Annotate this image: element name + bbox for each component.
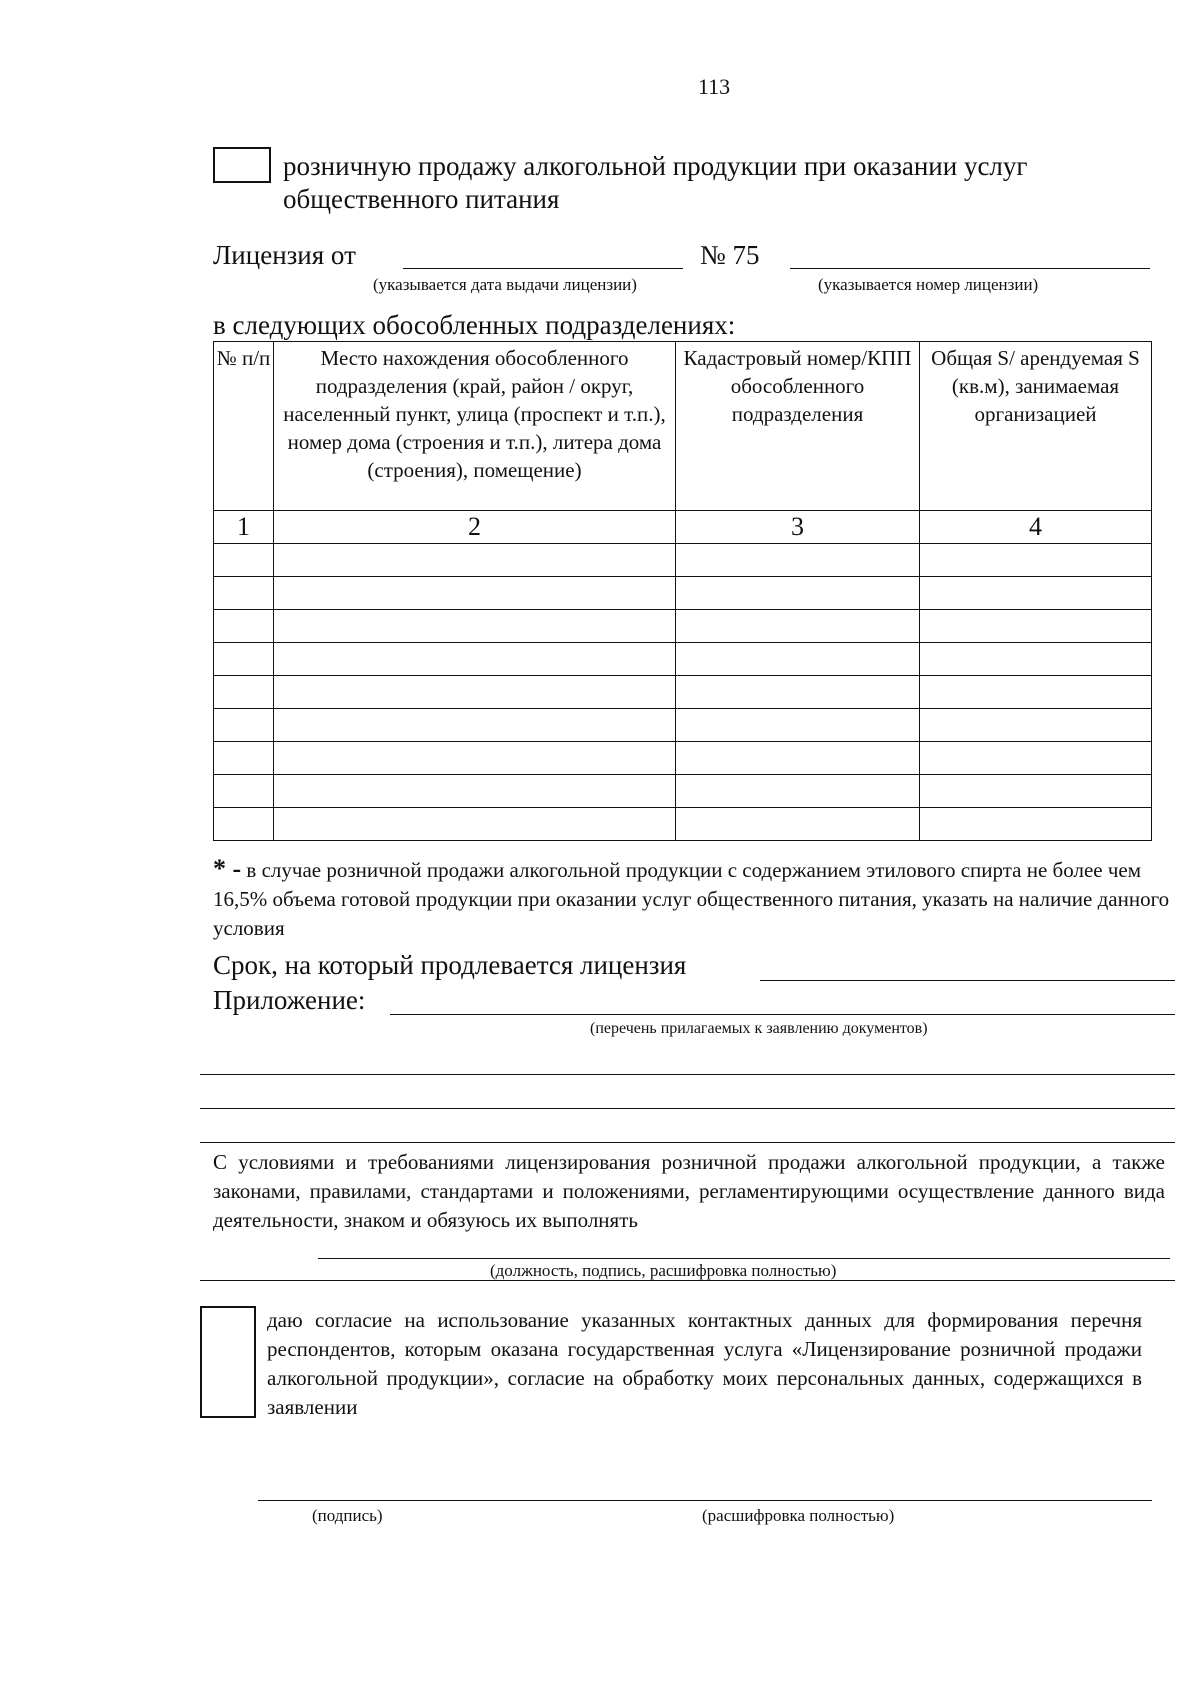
table-cell[interactable] bbox=[274, 544, 676, 577]
table-cell[interactable] bbox=[274, 610, 676, 643]
table-cell[interactable] bbox=[214, 643, 274, 676]
consent-checkbox[interactable] bbox=[200, 1306, 256, 1418]
table-cell[interactable] bbox=[274, 808, 676, 841]
license-date-hint: (указывается дата выдачи лицензии) bbox=[373, 275, 637, 294]
table-cell[interactable] bbox=[274, 742, 676, 775]
footnote-star: * - bbox=[213, 854, 242, 883]
position-signature-hint: (должность, подпись, расшифровка полностью) bbox=[490, 1261, 837, 1280]
column-number: 3 bbox=[676, 511, 920, 544]
column-number: 1 bbox=[214, 511, 274, 544]
table-cell[interactable] bbox=[214, 808, 274, 841]
term-field[interactable] bbox=[760, 980, 1175, 981]
column-number-row bbox=[214, 511, 1152, 544]
table-cell[interactable] bbox=[274, 577, 676, 610]
table-row bbox=[214, 610, 1152, 643]
retail-catering-checkbox[interactable] bbox=[213, 147, 271, 183]
table-cell[interactable] bbox=[274, 709, 676, 742]
table-row bbox=[214, 577, 1152, 610]
table-cell[interactable] bbox=[920, 742, 1152, 775]
final-signature-field[interactable] bbox=[258, 1500, 1152, 1501]
decoding-hint: (расшифровка полностью) bbox=[702, 1506, 895, 1525]
column-header: Место нахождения обособленного подразделения (край, район / округ, населенный пункт, улица (проспект и т.п.), номер дома (строения и т.п.), литера дома (строения), помещение) bbox=[274, 342, 676, 511]
table-cell[interactable] bbox=[920, 709, 1152, 742]
table-cell[interactable] bbox=[274, 775, 676, 808]
attachment-hint: (перечень прилагаемых к заявлению документов) bbox=[590, 1020, 928, 1037]
column-header: Кадастровый номер/КПП обособленного подразделения bbox=[676, 342, 920, 511]
consent-text: даю согласие на использование указанных контактных данных для формирования перечня респондентов, которым оказана государственная услуга «Лицензирование розничной продажи алкогольной продукции», согласие на обработку моих персональных данных, содержащихся в заявлении bbox=[267, 1308, 1142, 1419]
table-cell[interactable] bbox=[676, 775, 920, 808]
table-cell[interactable] bbox=[920, 808, 1152, 841]
agreement-text: С условиями и требованиями лицензирования розничной продажи алкогольной продукции, а также законами, правилами, стандартами и положениями, регламентирующими осуществление данного вида деятельности, знаком и обязуюсь их выполнять bbox=[213, 1150, 1165, 1232]
table-cell[interactable] bbox=[274, 676, 676, 709]
table-cell[interactable] bbox=[920, 544, 1152, 577]
table-cell[interactable] bbox=[214, 676, 274, 709]
table-cell[interactable] bbox=[214, 775, 274, 808]
attachment-field-line[interactable] bbox=[200, 1074, 1175, 1075]
table-row bbox=[214, 643, 1152, 676]
column-number: 2 bbox=[274, 511, 676, 544]
table-cell[interactable] bbox=[676, 544, 920, 577]
retail-catering-label: розничную продажу алкогольной продукции при оказании услуг общественного питания bbox=[283, 151, 1028, 214]
column-number: 4 bbox=[920, 511, 1152, 544]
table-cell[interactable] bbox=[676, 643, 920, 676]
table-cell[interactable] bbox=[676, 709, 920, 742]
license-label: Лицензия от bbox=[213, 240, 356, 270]
table-cell[interactable] bbox=[214, 577, 274, 610]
table-cell[interactable] bbox=[214, 742, 274, 775]
attachment-label: Приложение: bbox=[213, 985, 366, 1015]
table-cell[interactable] bbox=[676, 676, 920, 709]
footnote bbox=[213, 854, 1173, 943]
signature-hint: (подпись) bbox=[312, 1506, 383, 1525]
attachment-field-line[interactable] bbox=[200, 1108, 1175, 1109]
table-cell[interactable] bbox=[920, 775, 1152, 808]
column-header: № п/п bbox=[214, 342, 274, 511]
attachment-field[interactable] bbox=[390, 1014, 1175, 1015]
footnote-text: в случае розничной продажи алкогольной продукции с содержанием этилового спирта не более чем 16,5% объема готовой продукции при оказании услуг общественного питания, указать на наличие данного условия bbox=[213, 858, 1170, 940]
table-row bbox=[214, 808, 1152, 841]
table-cell[interactable] bbox=[214, 709, 274, 742]
table-cell[interactable] bbox=[920, 643, 1152, 676]
subdivisions-title: в следующих обособленных подразделениях: bbox=[213, 310, 736, 340]
license-date-field[interactable] bbox=[403, 268, 683, 269]
attachment-field-line[interactable] bbox=[200, 1142, 1175, 1143]
table-cell[interactable] bbox=[676, 610, 920, 643]
divider bbox=[200, 1280, 1175, 1281]
position-signature-field[interactable] bbox=[318, 1258, 1170, 1259]
table-cell[interactable] bbox=[920, 610, 1152, 643]
page-number: 113 bbox=[698, 74, 731, 99]
table-cell[interactable] bbox=[676, 808, 920, 841]
table-cell[interactable] bbox=[676, 742, 920, 775]
table-cell[interactable] bbox=[274, 643, 676, 676]
table-cell[interactable] bbox=[920, 676, 1152, 709]
table-row bbox=[214, 775, 1152, 808]
table-cell[interactable] bbox=[676, 577, 920, 610]
table-cell[interactable] bbox=[214, 544, 274, 577]
license-number-field[interactable] bbox=[790, 268, 1150, 269]
license-number-label: № 75 bbox=[700, 240, 760, 270]
table-row bbox=[214, 742, 1152, 775]
table-row bbox=[214, 544, 1152, 577]
table-cell[interactable] bbox=[920, 577, 1152, 610]
term-label: Срок, на который продлевается лицензия bbox=[213, 950, 687, 980]
column-header: Общая S/ арендуемая S (кв.м), занимаемая организацией bbox=[920, 342, 1152, 511]
table-row bbox=[214, 709, 1152, 742]
subdivisions-table bbox=[213, 341, 1152, 841]
table-cell[interactable] bbox=[214, 610, 274, 643]
table-row bbox=[214, 676, 1152, 709]
license-number-hint: (указывается номер лицензии) bbox=[818, 275, 1039, 294]
